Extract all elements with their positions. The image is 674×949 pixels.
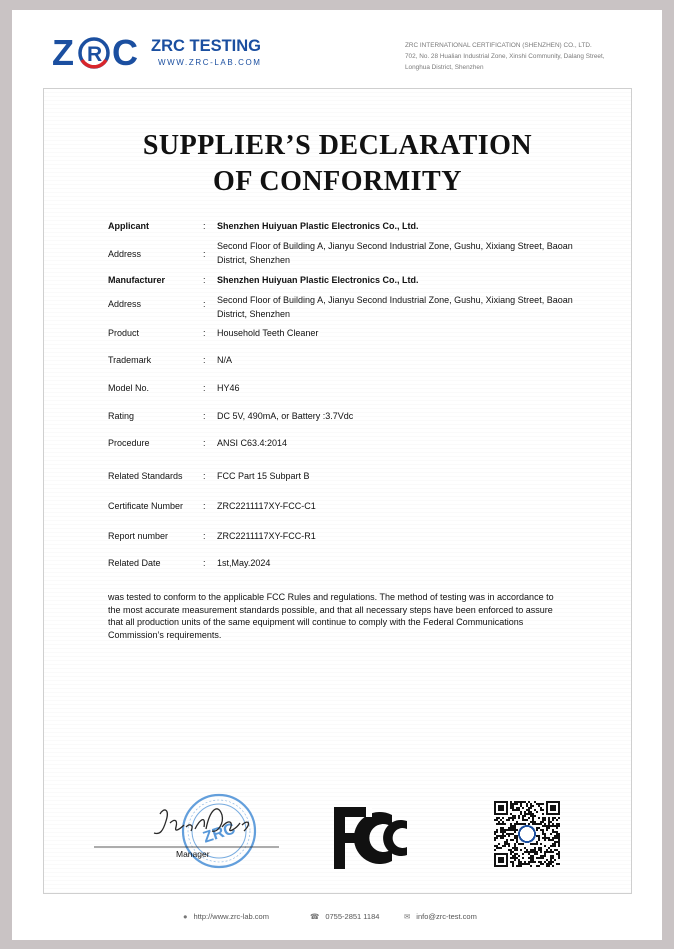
field-separator: : bbox=[203, 355, 206, 365]
signature-block bbox=[94, 789, 289, 889]
footer-website bbox=[183, 912, 269, 921]
field-value-report-number: ZRC2211117XY-FCC-R1 bbox=[217, 531, 316, 541]
field-label-manufacturer: Manufacturer bbox=[108, 275, 166, 285]
field-separator: : bbox=[203, 501, 206, 511]
field-separator: : bbox=[203, 221, 206, 231]
company-name: ZRC INTERNATIONAL CERTIFICATION (SHENZHEN) CO., LTD. bbox=[405, 42, 592, 49]
signature-stamp-graphic bbox=[94, 789, 289, 889]
zrc-logo-mark bbox=[52, 32, 152, 72]
field-label-related-date: Related Date bbox=[108, 558, 161, 568]
field-separator: : bbox=[203, 411, 206, 421]
svg-text:C: C bbox=[112, 32, 138, 72]
conformity-statement: was tested to conform to the applicable FCC Rules and regulations. The method of testing was in accordance to the most accurate measurement standards possible, and that all necessary steps have been enforced to assure that all production units of the same equipment will continue to comply with the Federal Communications Commission’s requirements. bbox=[108, 592, 554, 640]
certificate-page bbox=[12, 10, 662, 940]
field-separator: : bbox=[203, 383, 206, 393]
svg-text:R: R bbox=[87, 43, 103, 66]
field-value-applicant-address: Second Floor of Building A, Jianyu Second Industrial Zone, Gushu, Xixiang Street, Baoan District, Shenzhen bbox=[217, 241, 573, 265]
field-value-trademark: N/A bbox=[217, 355, 233, 365]
footer-email bbox=[404, 912, 477, 921]
field-separator: : bbox=[203, 531, 206, 541]
footer-email-text: info@zrc-test.com bbox=[416, 912, 477, 921]
field-value-rating: DC 5V, 490mA, or Battery :3.7Vdc bbox=[217, 411, 354, 421]
declaration-frame bbox=[43, 88, 632, 894]
field-label-rating: Rating bbox=[108, 411, 135, 421]
field-label-product: Product bbox=[108, 328, 140, 338]
qr-code-icon bbox=[494, 801, 560, 867]
mail-icon: ✉ bbox=[404, 912, 411, 921]
zrc-logo bbox=[52, 32, 272, 82]
field-label-certificate-number: Certificate Number bbox=[108, 501, 184, 511]
signature-label: Manager bbox=[176, 849, 210, 859]
field-separator: : bbox=[203, 558, 206, 568]
field-label-report-number: Report number bbox=[108, 531, 169, 541]
field-value-manufacturer: Shenzhen Huiyuan Plastic Electronics Co., Ltd. bbox=[217, 275, 419, 285]
field-label-manufacturer-address: Address bbox=[108, 299, 142, 309]
field-separator: : bbox=[203, 328, 206, 338]
field-value-related-date: 1st,May.2024 bbox=[217, 558, 271, 568]
field-separator: : bbox=[203, 275, 206, 285]
field-label-applicant-address: Address bbox=[108, 249, 142, 259]
company-address: 702, No. 28 Hualian Industrial Zone, Xinshi Community, Dalang Street, Longhua District, Shenzhen bbox=[405, 53, 605, 71]
globe-icon: ● bbox=[183, 912, 188, 921]
field-label-model: Model No. bbox=[108, 383, 150, 393]
field-value-related-standards: FCC Part 15 Subpart B bbox=[217, 471, 310, 481]
company-info bbox=[405, 40, 630, 73]
field-value-applicant: Shenzhen Huiyuan Plastic Electronics Co., Ltd. bbox=[217, 221, 419, 231]
field-separator: : bbox=[203, 249, 206, 259]
logo-name: ZRC TESTING bbox=[151, 37, 261, 55]
fcc-logo bbox=[332, 805, 412, 871]
field-label-applicant: Applicant bbox=[108, 221, 150, 231]
footer-website-text: http://www.zrc-lab.com bbox=[193, 912, 269, 921]
field-value-procedure: ANSI C63.4:2014 bbox=[217, 438, 288, 448]
field-separator: : bbox=[203, 471, 206, 481]
phone-icon: ☎ bbox=[310, 912, 320, 921]
field-value-manufacturer-address: Second Floor of Building A, Jianyu Second Industrial Zone, Gushu, Xixiang Street, Baoan District, Shenzhen bbox=[217, 295, 573, 319]
document-title-line2: OF CONFORMITY bbox=[213, 166, 462, 197]
stamp-text: ZRC bbox=[200, 820, 238, 847]
field-value-certificate-number: ZRC2211117XY-FCC-C1 bbox=[217, 501, 316, 511]
field-label-trademark: Trademark bbox=[108, 355, 152, 365]
field-value-model: HY46 bbox=[217, 383, 240, 393]
logo-website: WWW.ZRC-LAB.COM bbox=[158, 58, 262, 67]
field-label-procedure: Procedure bbox=[108, 438, 150, 448]
footer-phone-text: 0755-2851 1184 bbox=[325, 912, 380, 921]
field-separator: : bbox=[203, 299, 206, 309]
svg-text:Z: Z bbox=[52, 32, 74, 72]
document-title-line1: SUPPLIER’S DECLARATION bbox=[142, 130, 533, 161]
field-value-product: Household Teeth Cleaner bbox=[217, 328, 319, 338]
field-label-related-standards: Related Standards bbox=[108, 471, 183, 481]
field-separator: : bbox=[203, 438, 206, 448]
footer-phone bbox=[310, 912, 379, 921]
